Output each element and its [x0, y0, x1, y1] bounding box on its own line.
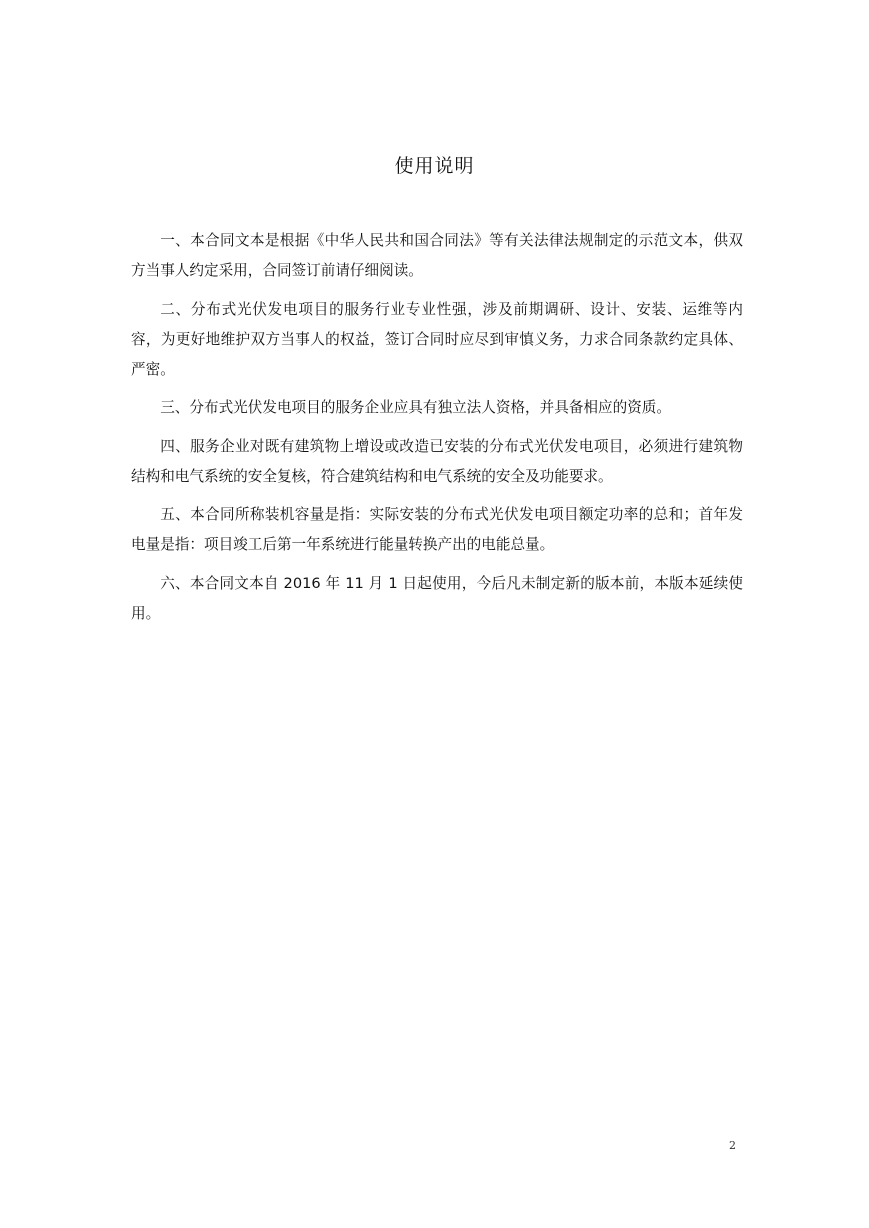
paragraph-5: 五、本合同所称装机容量是指：实际安装的分布式光伏发电项目额定功率的总和；首年发电量是指：项目竣工后第一年系统进行能量转换产出的电能总量。	[131, 506, 743, 553]
paragraph-2: 二、分布式光伏发电项目的服务行业专业性强，涉及前期调研、设计、安装、运维等内容，为更好地维护双方当事人的权益，签订合同时应尽到审慎义务，力求合同条款约定具体、严密。	[131, 300, 743, 378]
instructions-body	[131, 226, 743, 637]
paragraph-6: 六、本合同文本自 2016 年 11 月 1 日起使用，今后凡未制定新的版本前，本版本延续使用。	[131, 574, 743, 622]
paragraph-4: 四、服务企业对既有建筑物上增设或改造已安装的分布式光伏发电项目，必须进行建筑物结构和电气系统的安全复核，符合建筑结构和电气系统的安全及功能要求。	[131, 437, 743, 485]
paragraph-1: 一、本合同文本是根据《中华人民共和国合同法》等有关法律法规制定的示范文本，供双方当事人约定采用，合同签订前请仔细阅读。	[131, 232, 743, 279]
page-title: 使用说明	[394, 155, 475, 177]
page-number: 2	[729, 1139, 736, 1152]
paragraph-3: 三、分布式光伏发电项目的服务企业应具有独立法人资格，并具备相应的资质。	[160, 399, 671, 416]
